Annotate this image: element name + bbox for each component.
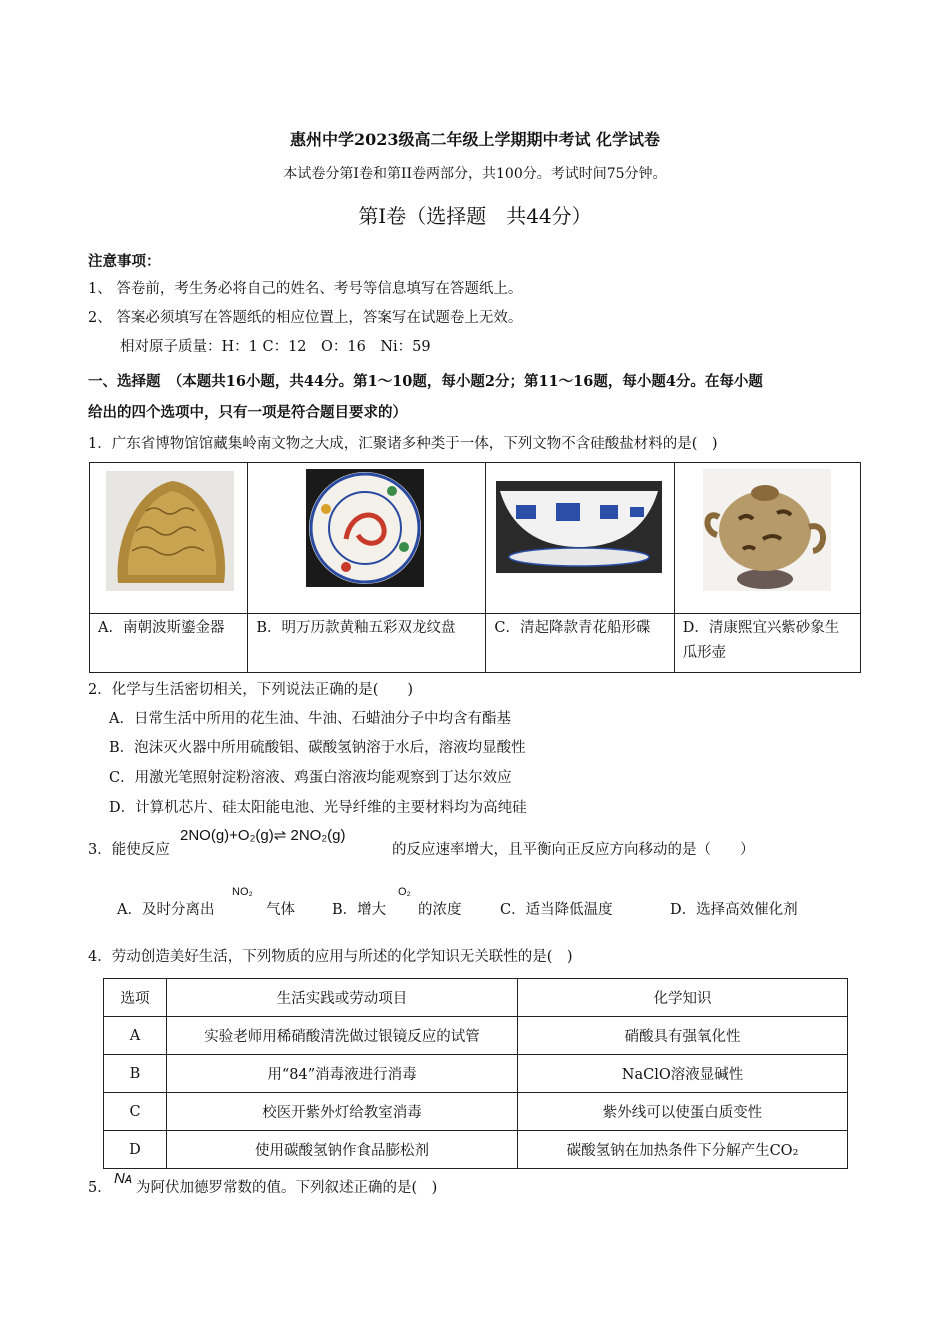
- table-cell: 用“84”消毒液进行消毒: [167, 1055, 518, 1093]
- table-row: [104, 1131, 848, 1169]
- table-cell: 实验老师用稀硝酸清洗做过银镜反应的试管: [167, 1017, 518, 1055]
- q1-option-c: C．清起降款青花船形碟: [486, 614, 674, 673]
- exam-subtitle: 本试卷分第I卷和第II卷两部分，共100分。考试时间75分钟。: [283, 166, 667, 182]
- q2-option-c: C．用激光笔照射淀粉溶液、鸡蛋白溶液均能观察到丁达尔效应: [109, 770, 512, 786]
- note-item-1: 1、 答卷前，考生务必将自己的姓名、考号等信息填写在答题纸上。: [88, 281, 523, 297]
- q4-table: [103, 978, 848, 1169]
- table-row: [104, 1055, 848, 1093]
- table-cell: 校医开紫外灯给教室消毒: [167, 1093, 518, 1131]
- zisha-teapot-image: [703, 469, 831, 591]
- table-cell: A: [104, 1017, 167, 1055]
- table-cell: D: [104, 1131, 167, 1169]
- q2-option-a: A．日常生活中所用的花生油、牛油、石蜡油分子中均含有酯基: [109, 711, 511, 727]
- gilded-bowl-image: [106, 471, 234, 591]
- q2-stem: 2．化学与生活密切相关，下列说法正确的是( ): [88, 682, 414, 698]
- q5-number: 5．: [88, 1180, 112, 1196]
- q4-stem: 4．劳动创造美好生活，下列物质的应用与所述的化学知识无关联性的是( ): [88, 949, 573, 965]
- table-cell: B: [104, 1055, 167, 1093]
- table-cell: NaClO溶液显碱性: [518, 1055, 848, 1093]
- table-row: [104, 1093, 848, 1131]
- blue-white-boat-dish-image: [496, 481, 662, 573]
- q3-option-a-chem: NO₂: [232, 886, 253, 898]
- q3-option-b-chem: O₂: [398, 886, 411, 898]
- q2-option-b: B．泡沫灭火器中所用硫酸铝、碳酸氢钠溶于水后，溶液均显酸性: [109, 740, 526, 756]
- q1-option-a: A．南朝波斯鎏金器: [90, 614, 248, 673]
- q1-image-cell-a: [90, 463, 248, 614]
- notes-heading: 注意事项：: [88, 253, 161, 270]
- table-cell: 硝酸具有强氧化性: [518, 1017, 848, 1055]
- table-cell: C: [104, 1093, 167, 1131]
- q3-option-b-pre: B．增大: [332, 902, 387, 918]
- q3-option-d: D．选择高效催化剂: [670, 902, 798, 918]
- table-header: 选项: [104, 979, 167, 1017]
- q3-equation: 2NO(g)+O₂(g)⇌ 2NO₂(g): [180, 827, 346, 844]
- table-header-row: [104, 979, 848, 1017]
- atomic-mass: 相对原子质量：H：1 C：12 O：16 Ni：59: [120, 339, 431, 355]
- q3-option-b-post: 的浓度: [418, 902, 462, 918]
- q2-option-d: D．计算机芯片、硅太阳能电池、光导纤维的主要材料均为高纯硅: [109, 800, 527, 816]
- part1-instructions-line1: 一、选择题 （本题共16小题，共44分。第1～10题，每小题2分；第11～16题，每小题4分。在每小题: [88, 373, 763, 390]
- q1-option-d: D．清康熙宜兴紫砂象生瓜形壶: [674, 614, 860, 673]
- section-title: 第I卷（选择题 共44分）: [358, 204, 592, 228]
- part1-instructions-line2: 给出的四个选项中，只有一项是符合题目要求的）: [88, 404, 407, 421]
- table-cell: 紫外线可以使蛋白质变性: [518, 1093, 848, 1131]
- table-header: 化学知识: [518, 979, 848, 1017]
- q1-option-b: B．明万历款黄釉五彩双龙纹盘: [248, 614, 486, 673]
- q5-avogadro-symbol: Nᴀ: [114, 1170, 133, 1187]
- q3-stem-post: 的反应速率增大，且平衡向正反应方向移动的是（ ）: [392, 842, 755, 858]
- q3-option-a-post: 气体: [266, 902, 295, 918]
- dragon-plate-image: [306, 469, 424, 587]
- table-header: 生活实践或劳动项目: [167, 979, 518, 1017]
- q1-options-table: [89, 462, 861, 673]
- q5-stem: 为阿伏加德罗常数的值。下列叙述正确的是( ): [136, 1180, 438, 1196]
- table-row: [104, 1017, 848, 1055]
- q1-stem: 1．广东省博物馆馆藏集岭南文物之大成，汇聚诸多种类于一体，下列文物不含硅酸盐材料的是( ): [88, 436, 718, 452]
- q1-image-cell-b: [248, 463, 486, 614]
- q3-option-c: C．适当降低温度: [500, 902, 613, 918]
- note-item-2: 2、 答案必须填写在答题纸的相应位置上，答案写在试题卷上无效。: [88, 310, 523, 326]
- exam-title: 惠州中学2023级高二年级上学期期中考试 化学试卷: [289, 130, 661, 149]
- q3-option-a-pre: A．及时分离出: [117, 902, 215, 918]
- q3-stem-pre: 3．能使反应: [88, 842, 170, 858]
- table-cell: 使用碳酸氢钠作食品膨松剂: [167, 1131, 518, 1169]
- table-cell: 碳酸氢钠在加热条件下分解产生CO₂: [518, 1131, 848, 1169]
- q1-image-cell-d: [674, 463, 860, 614]
- q1-image-cell-c: [486, 463, 674, 614]
